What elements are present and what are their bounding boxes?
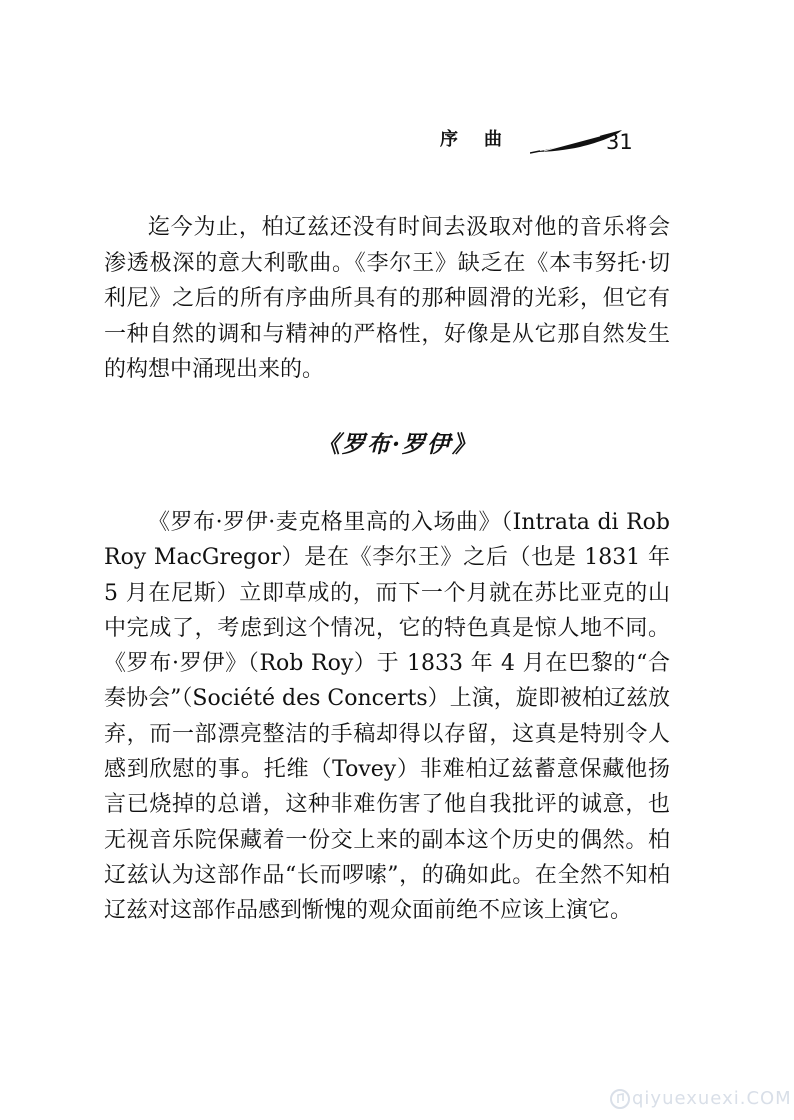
page-header — [440, 128, 660, 158]
paragraph-rob-roy: 《罗布·罗伊·麦克格里高的入场曲》（Intrata di Rob Roy MacGregor）是在《李尔王》之后（也是 1831 年 5 月在尼斯）立即草成的，而下一个月就在苏比亚克的山中完成了，考虑到这个情况，它的特色真是惊人地不同。《罗布·罗伊》（Rob Roy）于 1833 年 4 月在巴黎的“合奏协会”（Société des Concerts）上演，旋即被柏辽兹放弃，而一部漂亮整洁的手稿却得以存留，这真是特别令人感到欣慰的事。托维（Tovey）非难柏辽兹蓄意保藏他扬言已烧掉的总谱，这种非难伤害了他自我批评的诚意，也无视音乐院保藏着一份交上来的副本这个历史的偶然。柏辽兹认为这部作品“长而啰嗦”，的确如此。在全然不知柏辽兹对这部作品感到惭愧的观众面前绝不应该上演它。 — [104, 510, 670, 924]
watermark-text: qiyuexuexi.COM — [632, 1088, 792, 1109]
section-heading: 《罗布·罗伊》 — [316, 431, 477, 458]
note-logo-icon — [610, 1089, 630, 1109]
page-number: 31 — [606, 130, 633, 154]
paragraph-intro: 迄今为止，柏辽兹还没有时间去汲取对他的音乐将会渗透极深的意大利歌曲。《李尔王》缺乏在《本韦努托·切利尼》之后的所有序曲所具有的那种圆滑的光彩，但它有一种自然的调和与精神的严格性，好像是从它那自然发生的构想中涌现出来的。 — [104, 215, 670, 382]
running-title: 序曲 — [440, 129, 528, 150]
